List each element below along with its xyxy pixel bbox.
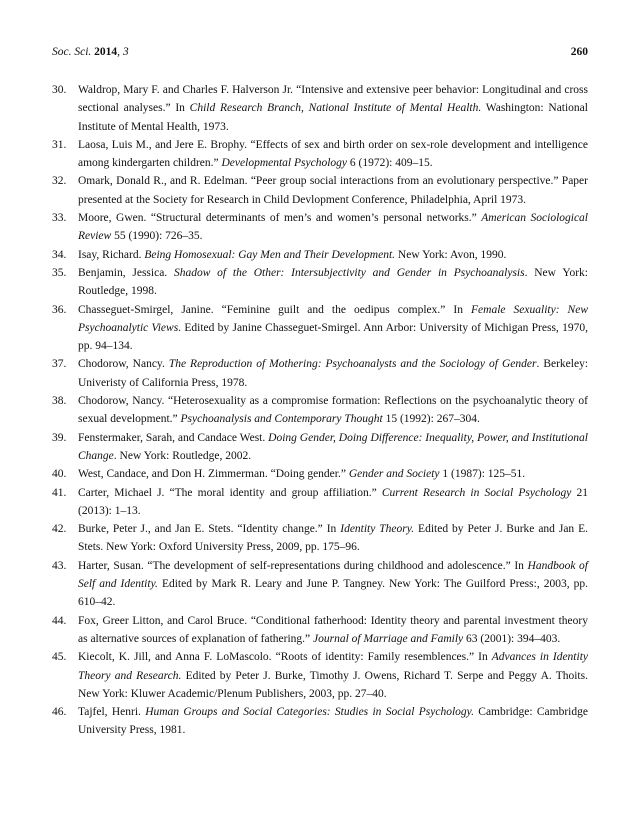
- reference-item: [52, 355, 588, 392]
- reference-number: 34.: [52, 248, 67, 261]
- reference-text-part: Edited by Mark R. Leary and June P. Tangney. New York: The Guilford Press:, 2003, pp. 610–42.: [78, 578, 588, 609]
- reference-title-italic: Handbook of Self and Identity.: [78, 559, 588, 591]
- reference-title-italic: American Sociological Review: [78, 212, 589, 243]
- reference-text: [78, 355, 588, 392]
- reference-number: 41.: [52, 486, 67, 499]
- reference-text-part: 6 (1972): 409–15.: [347, 157, 433, 170]
- reference-item: [52, 557, 588, 612]
- journal-volume: , 3: [117, 46, 129, 58]
- reference-text-part: Cambridge: Cambridge University Press, 1981.: [78, 706, 588, 737]
- reference-text-part: Benjamin, Jessica.: [78, 266, 174, 279]
- reference-text: [78, 209, 588, 246]
- reference-text-part: 1 (1987): 125–51.: [439, 468, 526, 481]
- reference-number: 42.: [52, 523, 67, 536]
- reference-item: [52, 301, 588, 356]
- reference-number: 36.: [52, 303, 67, 316]
- reference-text: [78, 484, 588, 521]
- reference-item: [52, 484, 588, 521]
- reference-title-italic: Current Research in Social Psychology: [381, 486, 572, 499]
- reference-text: [78, 264, 588, 301]
- reference-text: [78, 246, 588, 264]
- reference-item: [52, 520, 588, 557]
- reference-text-part: Laosa, Luis M., and Jere E. Brophy. “Effects of sex and birth order on sex-role development and intelligence among kindergarten children.”: [78, 138, 588, 170]
- reference-title-italic: Human Groups and Social Categories: Studies in Social Psychology.: [145, 706, 474, 719]
- reference-text-part: Omark, Donald R., and R. Edelman. “Peer group social interactions from an evolutionary perspective.” Paper presented at the Society for Research in Child Devlopment Conference, Philadelphia, April 1973.: [78, 175, 588, 206]
- reference-text-part: Fenstermaker, Sarah, and Candace West.: [78, 431, 269, 444]
- reference-item: [52, 429, 588, 466]
- reference-text-part: Harter, Susan. “The development of self-representations during childhood and adolescence.” In: [78, 559, 528, 572]
- reference-text-part: 63 (2001): 394–403.: [463, 632, 561, 645]
- reference-text-part: Washington: National Institute of Mental Health, 1973.: [78, 102, 588, 133]
- reference-list: [52, 81, 588, 740]
- page-number: 260: [570, 46, 588, 58]
- reference-text-part: Edited by Peter J. Burke and Jan E. Stets. New York: Oxford University Press, 2009, pp. 175–96.: [78, 523, 589, 554]
- journal-year: 2014: [94, 46, 118, 58]
- reference-title-italic: Journal of Marriage and Family: [313, 632, 464, 645]
- reference-text-part: Moore, Gwen. “Structural determinants of men’s and women’s personal networks.”: [78, 212, 482, 225]
- reference-item: [52, 612, 588, 649]
- reference-number: 33.: [52, 212, 67, 225]
- reference-number: 44.: [52, 614, 67, 627]
- reference-item: [52, 246, 588, 264]
- reference-number: 30.: [52, 84, 67, 96]
- reference-text-part: Fox, Greer Litton, and Carol Bruce. “Conditional fatherhood: Identity theory and parental investment theory as alternative sources of explanation of fathering.”: [78, 614, 588, 645]
- reference-number: 37.: [52, 358, 67, 371]
- reference-text: [78, 172, 588, 209]
- reference-text: [78, 465, 588, 483]
- reference-text-part: West, Candace, and Don H. Zimmerman. “Doing gender.”: [78, 468, 349, 481]
- reference-text-part: . Edited by Janine Chasseguet-Smirgel. Ann Arbor: University of Michigan Press, 1970, pp. 94–134.: [78, 321, 588, 353]
- reference-text-part: Isay, Richard.: [78, 248, 145, 261]
- reference-number: 38.: [52, 395, 67, 408]
- reference-item: [52, 209, 588, 246]
- journal-name: Soc. Sci.: [52, 46, 92, 58]
- reference-text-part: Tajfel, Henri.: [78, 706, 146, 719]
- reference-text-part: New York: Avon, 1990.: [395, 248, 507, 261]
- reference-number: 46.: [52, 706, 67, 719]
- reference-text-part: . Berkeley: Univeristy of California Press, 1978.: [78, 358, 589, 389]
- reference-text-part: Chodorow, Nancy. “Heterosexuality as a compromise formation: Reflections on the psychoanalytic theory of sexual development.”: [78, 395, 588, 426]
- reference-text-part: Waldrop, Mary F. and Charles F. Halverson Jr. “Intensive and extensive peer behavior: Longitudinal and cross sectional analyses.” In: [78, 84, 588, 115]
- reference-item: [52, 648, 588, 703]
- reference-number: 45.: [52, 651, 67, 664]
- reference-text: [78, 301, 588, 356]
- reference-text-part: 15 (1992): 267–304.: [382, 413, 480, 426]
- reference-text: [78, 392, 588, 429]
- reference-title-italic: Shadow of the Other: Intersubjectivity and Gender in Psychoanalysis: [173, 266, 525, 279]
- reference-text-part: Edited by Peter J. Burke, Timothy J. Owens, Richard T. Serpe and Peggy A. Thoits. New York: Kluwer Academic/Plenum Publishers, 2003, pp. 27–40.: [78, 669, 588, 700]
- reference-number: 35.: [52, 266, 67, 279]
- reference-title-italic: Identity Theory.: [340, 523, 415, 536]
- reference-title-italic: Doing Gender, Doing Difference: Inequality, Power, and Institutional Change: [78, 431, 588, 462]
- reference-item: [52, 264, 588, 301]
- reference-text-part: Kiecolt, K. Jill, and Anna F. LoMascolo. “Roots of identity: Family resemblences.” In: [78, 651, 492, 664]
- reference-text: [78, 81, 588, 136]
- reference-number: 40.: [52, 468, 67, 481]
- reference-title-italic: The Reproduction of Mothering: Psychoanalysts and the Sociology of Gender: [168, 358, 537, 371]
- reference-item: [52, 172, 588, 209]
- reference-item: [52, 136, 588, 173]
- reference-text-part: Carter, Michael J. “The moral identity and group affiliation.”: [78, 486, 382, 499]
- reference-text: [78, 136, 588, 173]
- reference-text: [78, 703, 588, 740]
- reference-title-italic: Being Homosexual: Gay Men and Their Development.: [144, 248, 396, 261]
- reference-text: [78, 648, 588, 703]
- reference-title-italic: Developmental Psychology: [221, 157, 347, 170]
- journal-citation: [52, 45, 129, 59]
- reference-title-italic: Psychoanalysis and Contemporary Thought: [180, 413, 383, 426]
- reference-text: [78, 429, 588, 466]
- reference-text-part: 55 (1990): 726–35.: [111, 230, 203, 243]
- reference-title-italic: Child Research Branch, National Institute of Mental Health.: [189, 102, 482, 115]
- reference-text-part: Chasseguet-Smirgel, Janine. “Feminine guilt and the oedipus complex.” In: [78, 303, 472, 316]
- reference-text-part: Burke, Peter J., and Jan E. Stets. “Identity change.” In: [78, 523, 341, 536]
- running-header: [52, 45, 588, 59]
- reference-text: [78, 520, 588, 557]
- reference-text-part: Chodorow, Nancy.: [78, 358, 169, 371]
- reference-title-italic: Advances in Identity Theory and Research.: [78, 651, 588, 682]
- reference-item: [52, 703, 588, 740]
- reference-text-part: . New York: Routledge, 2002.: [113, 449, 252, 462]
- reference-number: 31.: [52, 138, 67, 151]
- reference-text: [78, 557, 588, 612]
- reference-title-italic: Female Sexuality: New Psychoanalytic Views: [78, 303, 588, 334]
- reference-number: 39.: [52, 431, 67, 444]
- reference-item: [52, 392, 588, 429]
- reference-number: 32.: [52, 175, 67, 188]
- reference-text: [78, 612, 588, 649]
- reference-title-italic: Gender and Society: [348, 468, 440, 481]
- reference-item: [52, 465, 588, 483]
- reference-item: [52, 81, 588, 136]
- reference-text-part: . New York: Routledge, 1998.: [78, 266, 588, 298]
- reference-number: 43.: [52, 559, 67, 572]
- reference-text-part: 21 (2013): 1–13.: [78, 486, 589, 517]
